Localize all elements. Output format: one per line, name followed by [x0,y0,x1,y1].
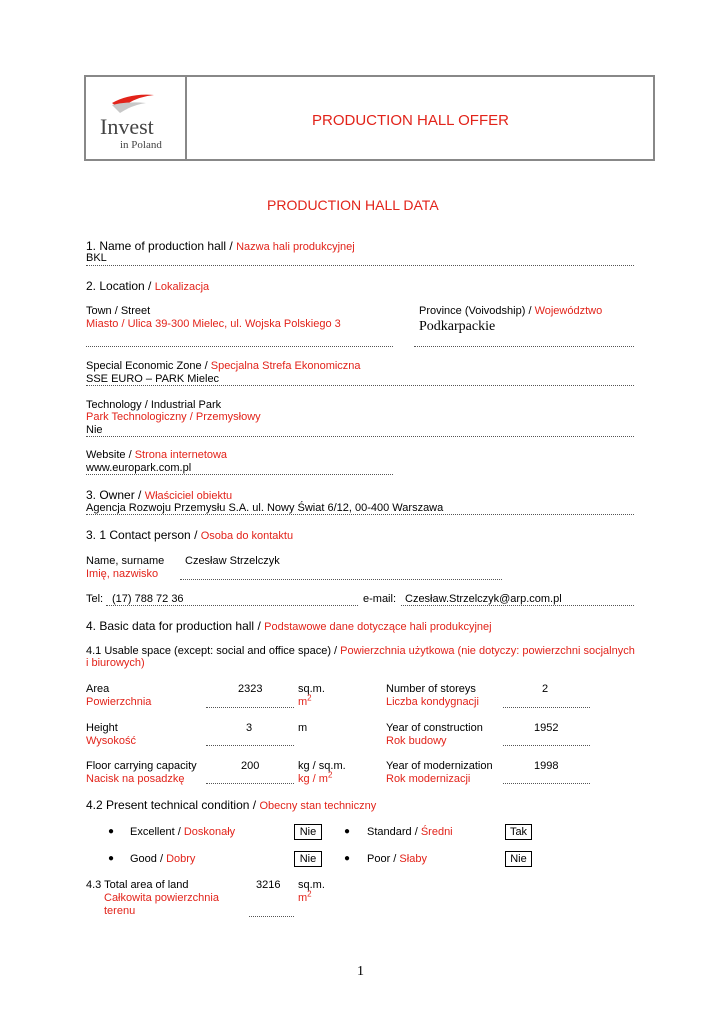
sez-label: Special Economic Zone / Specjalna Strefa Ekonomiczna [86,360,361,372]
tel-line [106,605,358,606]
area-label-pl: Powierzchnia [86,696,152,708]
land-area-label-pl-1: Całkowita powierzchnia [104,892,219,904]
floor-capacity-unit: kg / sq.m. [298,760,346,772]
floor-capacity-label: Floor carrying capacity [86,760,197,772]
usable-space-label-pl-2: i biurowych) [86,657,145,669]
area-unit: sq.m. [298,683,325,695]
land-area-value: 3216 [256,879,281,891]
condition-poor-label: Poor / Słaby [367,853,427,865]
land-area-unit: sq.m. [298,879,325,891]
area-label: Area [86,683,110,695]
height-label: Height [86,722,118,734]
invest-in-poland-logo [90,85,180,155]
condition-poor-value: Nie [505,851,532,867]
sez-line [86,385,634,386]
logo-text-main: Invest [100,114,154,139]
area-unit-pl: $m^2$ [298,693,312,708]
floor-capacity-unit-pl: kg / $m^2$ [298,770,333,785]
year-modernization-label-pl: Rok modernizacji [386,773,471,785]
height-line [206,745,294,746]
area-line [206,707,294,708]
storeys-label-pl: Liczba kondygnacji [386,696,479,708]
sez-value: SSE EURO – PARK Mielec [86,373,220,385]
land-area-label-pl-2: terenu [104,905,136,917]
town-label: Town / Street [86,305,151,317]
page-number: 1 [357,964,364,979]
condition-excellent-value: Nie [294,824,322,840]
land-area-unit-pl: $m^2$ [298,889,312,904]
year-modernization-line [503,783,590,784]
year-modernization-label: Year of modernization [386,760,493,772]
land-area-label: 4.3 Total area of land [86,879,189,891]
tech-park-line [86,436,634,437]
page-title: PRODUCTION HALL OFFER [312,112,509,129]
bullet-icon: ● [108,826,115,837]
owner-line [86,514,634,515]
hall-name-value: BKL [86,252,107,264]
email-label: e-mail: [363,593,397,605]
tech-park-value: Nie [86,424,103,436]
hall-name-label: 1. Name of production hall / Nazwa hali produkcyjnej [86,239,355,253]
contact-name-label-pl: Imię, nazwisko [86,568,159,580]
year-modernization-value: 1998 [534,760,559,772]
usable-space-label: 4.1 Usable space (except: social and office space) / Powierzchnia użytkowa (nie dotyczy: powierzchni socjalnych [86,645,635,657]
bullet-icon: ● [344,826,351,837]
logo-text-sub: in Poland [120,139,162,151]
contact-name-line [180,579,502,580]
storeys-value: 2 [542,683,549,695]
town-value: Miasto / Ulica 39-300 Mielec, ul. Wojska Polskiego 3 [86,318,341,330]
condition-standard-label: Standard / Średni [367,826,453,838]
province-label: Province (Voivodship) / Województwo [419,305,603,317]
year-construction-label: Year of construction [386,722,483,734]
floor-capacity-label-pl: Nacisk na posadzkę [86,773,185,785]
year-construction-line [503,745,590,746]
condition-good-label: Good / Dobry [130,853,196,865]
town-line [86,346,393,347]
website-value: www.europark.com.pl [86,462,192,474]
website-label: Website / Strona internetowa [86,449,228,461]
tel-label: Tel: [86,593,104,605]
condition-standard-value: Tak [505,824,532,840]
location-label: 2. Location / Lokalizacja [86,279,210,293]
email-line [401,605,634,606]
bullet-icon: ● [108,853,115,864]
contact-label: 3. 1 Contact person / Osoba do kontaktu [86,528,294,542]
condition-excellent-label: Excellent / Doskonały [130,826,236,838]
land-area-line [249,916,294,917]
technical-condition-label: 4.2 Present technical condition / Obecny stan techniczny [86,798,377,812]
basic-data-label: 4. Basic data for production hall / Podstawowe dane dotyczące hali produkcyjnej [86,619,492,633]
year-construction-label-pl: Rok budowy [386,735,447,747]
owner-label: 3. Owner / Właściciel obiektu [86,488,233,502]
website-line [86,474,393,475]
height-value: 3 [246,722,253,734]
owner-value: Agencja Rozwoju Przemysłu S.A. ul. Nowy Świat 6/12, 00-400 Warszawa [86,502,444,514]
email-value: Czesław.Strzelczyk@arp.com.pl [405,593,562,605]
height-unit: m [298,722,308,734]
province-value: Podkarpackie [419,319,496,334]
province-line [414,346,634,347]
header-divider [185,77,187,159]
height-label-pl: Wysokość [86,735,137,747]
tech-park-label: Technology / Industrial Park [86,399,222,411]
hall-name-line [86,265,634,266]
floor-capacity-value: 200 [241,760,260,772]
condition-good-value: Nie [294,851,322,867]
year-construction-value: 1952 [534,722,559,734]
contact-name-label: Name, surname [86,555,165,567]
area-value: 2323 [238,683,263,695]
storeys-label: Number of storeys [386,683,476,695]
bullet-icon: ● [344,853,351,864]
tech-park-label-pl: Park Technologiczny / Przemysłowy [86,411,261,423]
storeys-line [503,707,590,708]
floor-capacity-line [206,783,294,784]
section-title: PRODUCTION HALL DATA [267,197,439,213]
tel-value: (17) 788 72 36 [112,593,184,605]
contact-name-value: Czesław Strzelczyk [185,555,280,567]
